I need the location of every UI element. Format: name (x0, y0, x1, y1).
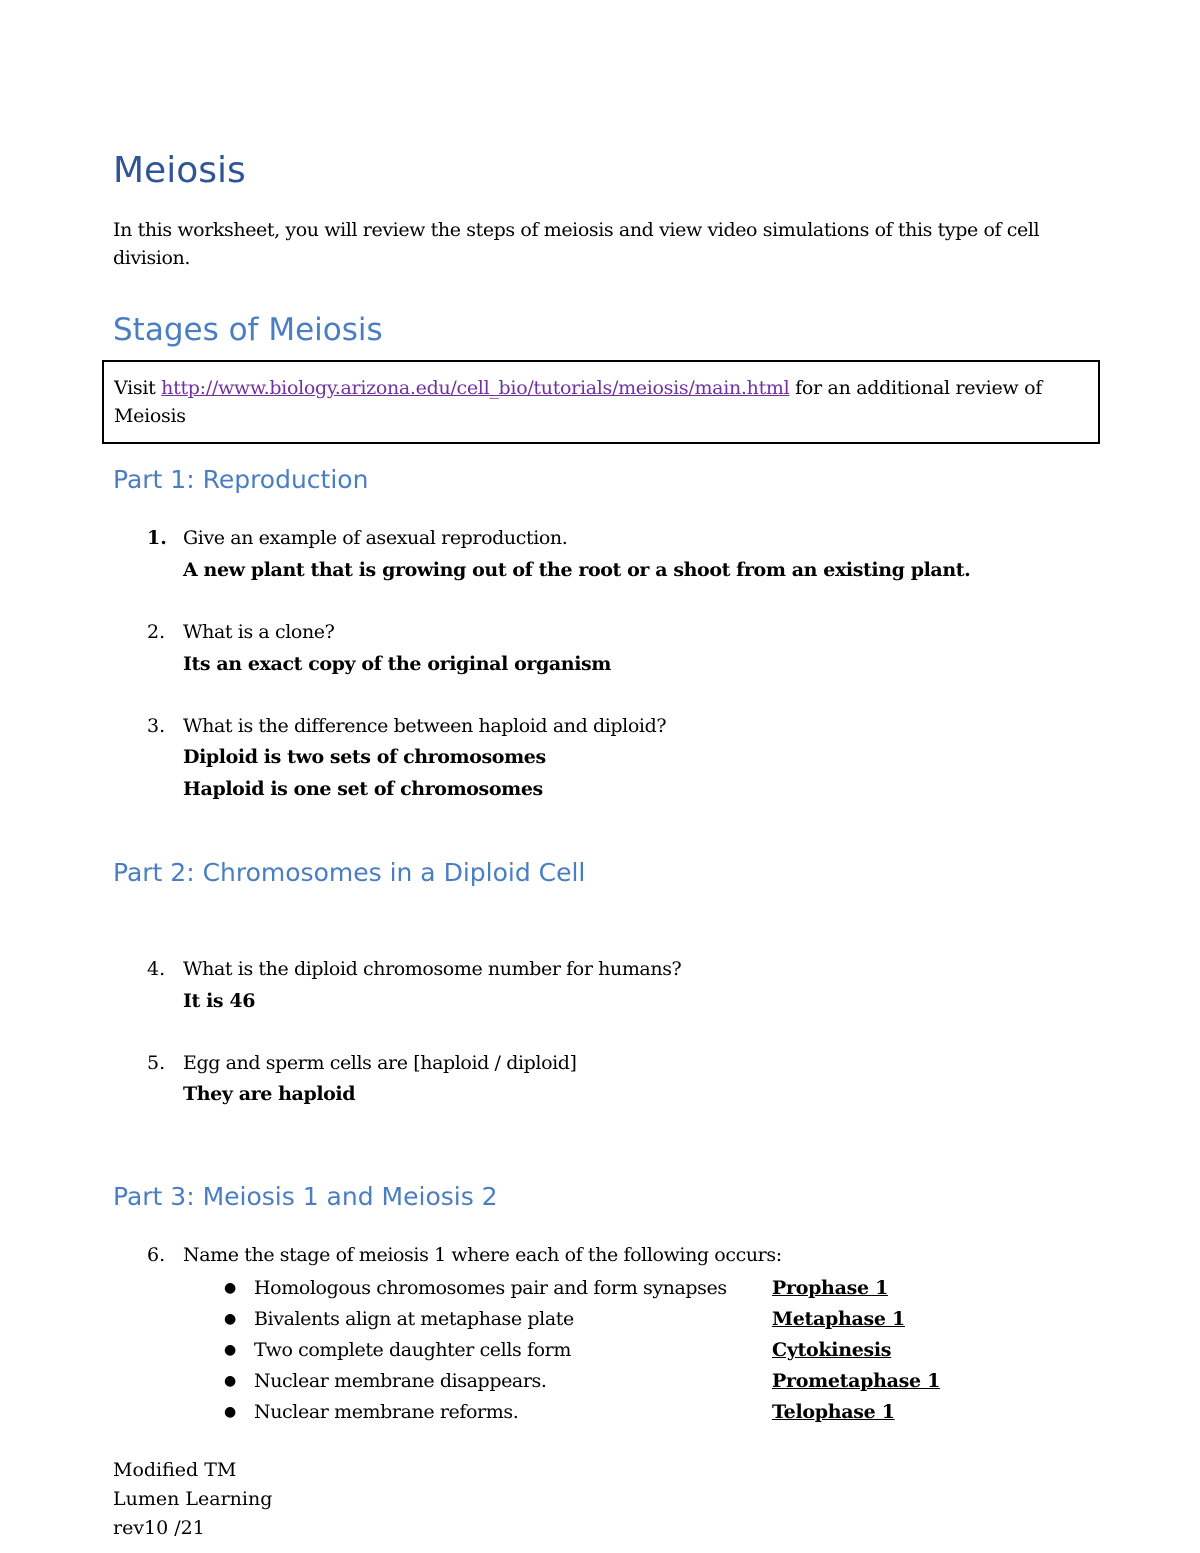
footer-line: Lumen Learning (113, 1488, 273, 1510)
callout-text (114, 374, 1094, 430)
question-text: What is a clone? (183, 621, 335, 643)
biology-tutorial-link[interactable]: http://www.biology.arizona.edu/cell_bio/tutorials/meiosis/main.html (161, 377, 790, 399)
bullet-icon: ● (224, 1404, 237, 1420)
answer-text: They are haploid (183, 1083, 356, 1105)
question-number: 5. (147, 1052, 166, 1074)
part1-heading: Part 1: Reproduction (113, 465, 369, 494)
page-title: Meiosis (113, 150, 246, 191)
stage-answer: Telophase 1 (772, 1401, 895, 1423)
question-number: 2. (147, 621, 166, 643)
part2-heading: Part 2: Chromosomes in a Diploid Cell (113, 858, 586, 887)
bullet-icon: ● (224, 1342, 237, 1358)
answer-text: A new plant that is growing out of the root or a shoot from an existing plant. (183, 559, 971, 581)
stage-answer: Metaphase 1 (772, 1308, 905, 1330)
answer-text: Its an exact copy of the original organism (183, 653, 612, 675)
footer-line: Modified TM (113, 1459, 237, 1481)
answer-text: It is 46 (183, 990, 256, 1012)
callout-box (102, 360, 1100, 444)
list-item: Homologous chromosomes pair and form synapses (254, 1277, 727, 1299)
list-item: Nuclear membrane disappears. (254, 1370, 547, 1392)
question-number: 1. (147, 527, 167, 549)
callout-prefix: Visit (114, 377, 162, 399)
footer-line: rev10 /21 (113, 1517, 205, 1539)
answer-text: Diploid is two sets of chromosomes (183, 746, 546, 768)
question-number: 6. (147, 1244, 166, 1266)
list-item: Nuclear membrane reforms. (254, 1401, 519, 1423)
stage-answer: Prophase 1 (772, 1277, 889, 1299)
stage-answer: Prometaphase 1 (772, 1370, 941, 1392)
question-text: What is the diploid chromosome number for humans? (183, 958, 682, 980)
intro-paragraph: In this worksheet, you will review the steps of meiosis and view video simulations of this type of cell division. (113, 219, 1040, 269)
list-item: Bivalents align at metaphase plate (254, 1308, 574, 1330)
list-item: Two complete daughter cells form (254, 1339, 571, 1361)
question-text: What is the difference between haploid and diploid? (183, 715, 667, 737)
answer-text: Haploid is one set of chromosomes (183, 778, 543, 800)
bullet-icon: ● (224, 1280, 237, 1296)
callout-suffix: for an additional review of Meiosis (114, 377, 1042, 427)
question-text: Give an example of asexual reproduction. (183, 527, 568, 549)
part3-heading: Part 3: Meiosis 1 and Meiosis 2 (113, 1182, 498, 1211)
stage-answer: Cytokinesis (772, 1339, 892, 1361)
question-number: 3. (147, 715, 166, 737)
question-number: 4. (147, 958, 166, 980)
bullet-icon: ● (224, 1311, 237, 1327)
question-text: Egg and sperm cells are [haploid / diploid] (183, 1052, 577, 1074)
question-text: Name the stage of meiosis 1 where each of the following occurs: (183, 1244, 782, 1266)
section-title: Stages of Meiosis (113, 312, 383, 348)
bullet-icon: ● (224, 1373, 237, 1389)
